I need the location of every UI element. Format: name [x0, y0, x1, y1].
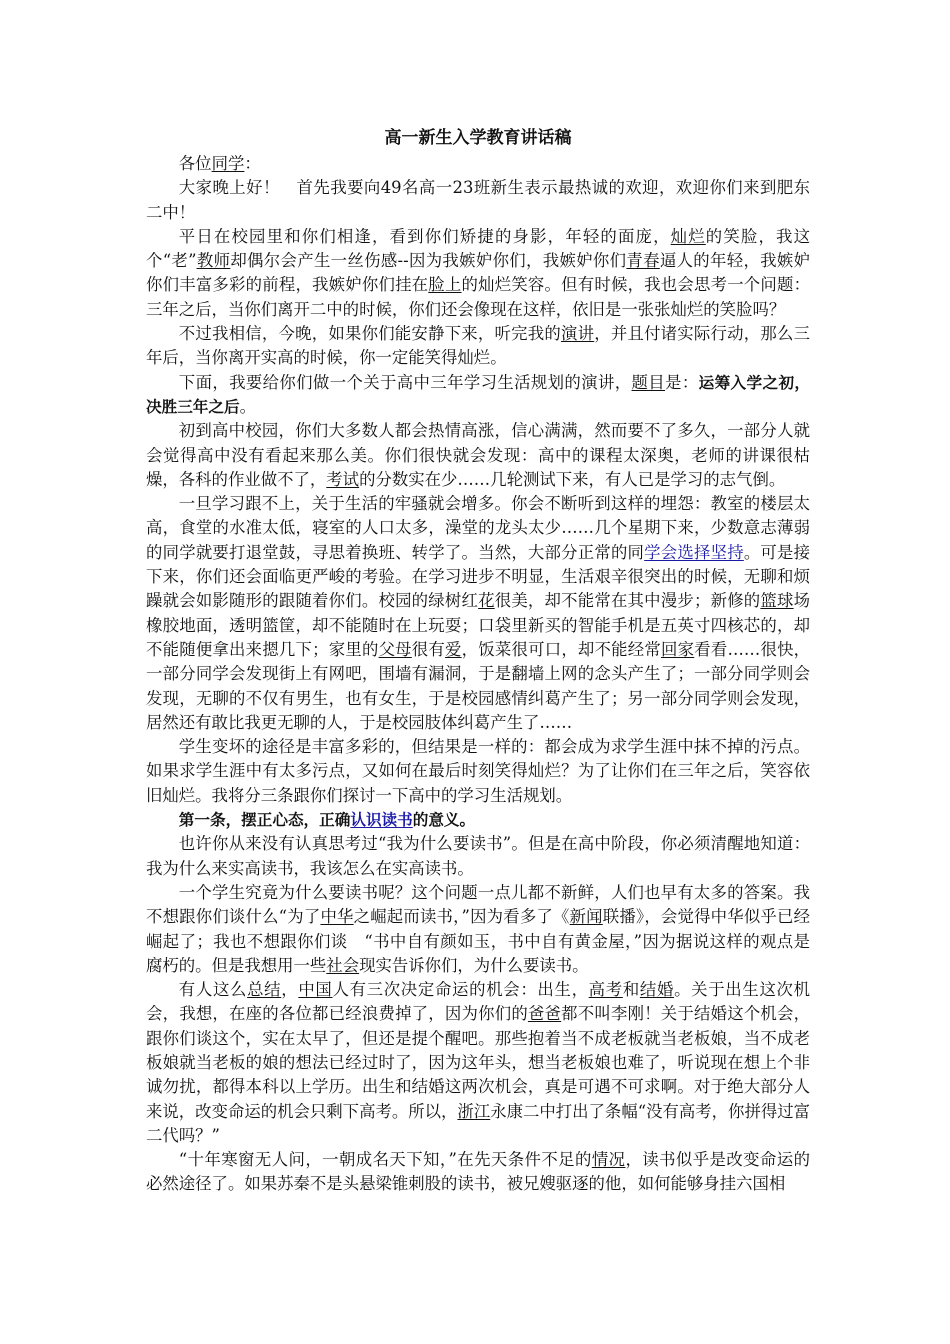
underlined-term: 考试 — [326, 469, 360, 489]
text-run: 。关于出生这次机会，我想，在座的各位都已经浪费掉了，因为你们的 — [146, 980, 810, 1024]
document-body — [146, 152, 810, 1197]
underlined-term: 结婚 — [639, 980, 675, 1000]
underlined-term: 回家 — [661, 639, 695, 659]
text-run: 一旦学习跟不上，关于生活的牢骚就会增多。你会不断听到这样的埋怨：教室的楼层太高，食堂的水准太低，寝室的人口太多，澡堂的龙头太少……几个星期下来，少数意志薄弱的同学就要打退堂鼓，寻思着换班、转学了。当然，大部分正常的同 — [146, 494, 810, 562]
underlined-term: 爸爸 — [527, 1004, 562, 1024]
underlined-term: 题目 — [631, 372, 666, 392]
paragraph — [146, 735, 810, 808]
underlined-term: 父母 — [378, 639, 412, 659]
text-run: ，并且付诸实际行动，那么三年后，当你离开实高的时候，你一定能笑得灿烂。 — [146, 324, 811, 368]
text-run: 很有 — [411, 639, 446, 659]
paragraph — [146, 832, 810, 881]
underlined-term: 高考 — [588, 980, 623, 1000]
text-run: 下面，我要给你们做一个关于高中三年学习生活规划的演讲， — [178, 372, 632, 392]
text-run: 看看……很快，一部分同学会发现街上有网吧，围墙有漏洞，于是翻墙上网的念头产生了；一部分同学则会发现，无聊的不仅有男生，也有女生，于是校园感情纠葛产生了；另一部分同学则会发现，居然还有敢比我更无聊的人，于是校园肢体纠葛产生了…… — [146, 639, 811, 732]
text-run: 不过我相信，今晚，如果你们能安静下来，听完我的 — [178, 324, 561, 344]
text-run: 的灿烂笑容。但有时候，我也会思考一个问题：三年之后，当你们离开二中的时候，你们还会像现在这样，依旧是一张张灿烂的笑脸吗？ — [146, 275, 811, 319]
underlined-term: 同学 — [211, 154, 245, 173]
text-run: 和 — [622, 980, 640, 1000]
text-run: 却偶尔会产生一丝伤感--因为我嫉妒你们，我嫉妒你们 — [230, 251, 627, 271]
paragraph — [146, 978, 810, 1148]
underlined-term: 中国 — [298, 980, 333, 1000]
bold-text: 第一条，摆正心态，正确 — [178, 811, 351, 830]
paragraph — [146, 176, 810, 225]
document-title: 高一新生入学教育讲话稿 — [384, 128, 572, 148]
underlined-term: 脸上 — [428, 275, 462, 295]
text-run: ： — [244, 154, 261, 173]
underlined-term: 中华 — [320, 907, 354, 927]
paragraph — [146, 492, 810, 735]
text-run: ，读书似乎是改变命运的必然途径了。如果苏秦不是头悬梁锥刺股的读书，被兄嫂驱逐的他，如何能够身挂六国相 — [146, 1150, 811, 1194]
text-run: 现实告诉你们，为什么要读书。 — [359, 955, 589, 975]
text-run: 之崛起而读书，”因为看多了《 — [353, 907, 570, 927]
paragraph — [146, 808, 810, 832]
text-run: 场橡胶地面，透明篮筐，却不能随时在上玩耍；口袋里新买的智能手机是五英寸四核芯的，却不能随便拿出来摁几下；家里的 — [146, 591, 811, 659]
underlined-term: 教师 — [196, 251, 231, 271]
text-run: 永康二中打出了条幅“没有高考，你拼得过富二代吗？” — [146, 1101, 811, 1145]
bold-text: 的意义。 — [412, 811, 476, 830]
hyperlink-text[interactable]: 认识读书 — [350, 811, 413, 830]
paragraph — [146, 322, 810, 371]
paragraph — [146, 152, 810, 176]
text-run: 联播》，会觉得中华似乎已经崛起了；我也不想跟你们谈 “书中自有颜如玉，书中自有黄金屋，”因为据说这样的观点是腐朽的。但是我想用一些 — [146, 907, 810, 975]
text-run: 人有三次决定命运的机会：出生， — [332, 980, 589, 1000]
underlined-term: 爱 — [445, 639, 462, 659]
text-run: 也许你从来没有认真思考过“我为什么要读书”。但是在高中阶段，你必须清醒地知道：我为什么来实高读书，我该怎么在实高读书。 — [146, 834, 810, 878]
paragraph — [146, 1148, 810, 1197]
text-run: 学生变坏的途径是丰富多彩的，但结果是一样的：都会成为求学生涯中抹不掉的污点。如果求学生涯中有太多污点，又如何在最后时刻笑得灿烂？为了让你们在三年之后，笑容依旧灿烂。我将分三条跟你们探讨一下高中的学习生活规划。 — [146, 737, 810, 805]
text-run: 。 — [239, 396, 256, 416]
paragraph — [146, 225, 810, 322]
paragraph — [146, 419, 810, 492]
underlined-term: 新闻 — [569, 907, 603, 927]
paragraph — [146, 881, 810, 978]
underlined-term: 情况 — [591, 1150, 626, 1170]
paragraph — [146, 371, 810, 420]
underlined-term: 篮球 — [760, 591, 794, 611]
text-run: 。可是接下来，你们还会面临更严峻的考验。在学习进步不明显，生活艰辛很突出的时候，无聊和烦躁就会如影随形的跟随着你们。校园的绿树红 — [146, 542, 811, 611]
text-run: 各位 — [178, 154, 212, 173]
text-run: 初到高中校园，你们大多数人都会热情高涨，信心满满，然而要不了多久，一部分人就会觉得高中没有看起来那么美。你们很快就会发现：高中的课程太深奥，老师的讲课很枯燥，各科的作业做不了， — [146, 421, 810, 489]
hyperlink-text[interactable]: 学会选择坚持 — [644, 542, 744, 562]
text-run: 有人这么 — [178, 980, 248, 1000]
text-run: 是： — [665, 372, 699, 392]
text-run: 大家晚上好！ 首先我要向49名高一23班新生表示最热诚的欢迎，欢迎你们来到肥东二中！ — [146, 178, 810, 222]
document-page — [146, 124, 810, 1197]
text-run: “十年寒窗无人问，一朝成名天下知，”在先天条件不足的 — [178, 1150, 592, 1170]
text-run: 的笑脸，我这个“老” — [146, 226, 811, 271]
bold-text: 运筹入学之初，决胜三年之后 — [146, 373, 811, 416]
underlined-term: 总结 — [247, 980, 282, 1000]
underlined-term: 浙江 — [457, 1101, 491, 1121]
underlined-term: 花 — [478, 591, 495, 611]
underlined-term: 演讲 — [560, 324, 595, 344]
text-run: 一个学生究竟为什么要读书呢？这个问题一点儿都不新鲜，人们也早有太多的答案。我不想跟你们谈什么“为了 — [146, 882, 810, 927]
text-run: 都不叫李刚！关于结婚这个机会，跟你们谈这个，实在太早了，但还是提个醒吧。那些抱着当不成老板就当老板娘，当不成老板娘就当老板的娘的想法已经过时了，因为这年头，想当老板娘也难了，听说现在想上个非诚勿扰，都得本科以上学历。出生和结婚这两次机会，真是可遇不可求啊。对于绝大部分人来说，改变命运的机会只剩下高考。所以， — [146, 1004, 811, 1121]
underlined-term: 青春 — [626, 251, 660, 271]
text-run: 平日在校园里和你们相逢，看到你们矫捷的身影，年轻的面庞， — [178, 226, 671, 246]
text-run: 逼人的年轻，我嫉妒你们丰富多彩的前程，我嫉妒你们挂在 — [146, 251, 811, 295]
underlined-term: 灿烂 — [670, 226, 706, 246]
text-run: 很美，却不能常在其中漫步；新修的 — [494, 591, 761, 611]
text-run: ， — [281, 980, 299, 1000]
text-run: 的分数实在少……几轮测试下来，有人已是学习的志气倒。 — [359, 469, 786, 489]
text-run: ，饭菜很可口，却不能经常 — [461, 639, 661, 659]
underlined-term: 社会 — [326, 955, 360, 975]
